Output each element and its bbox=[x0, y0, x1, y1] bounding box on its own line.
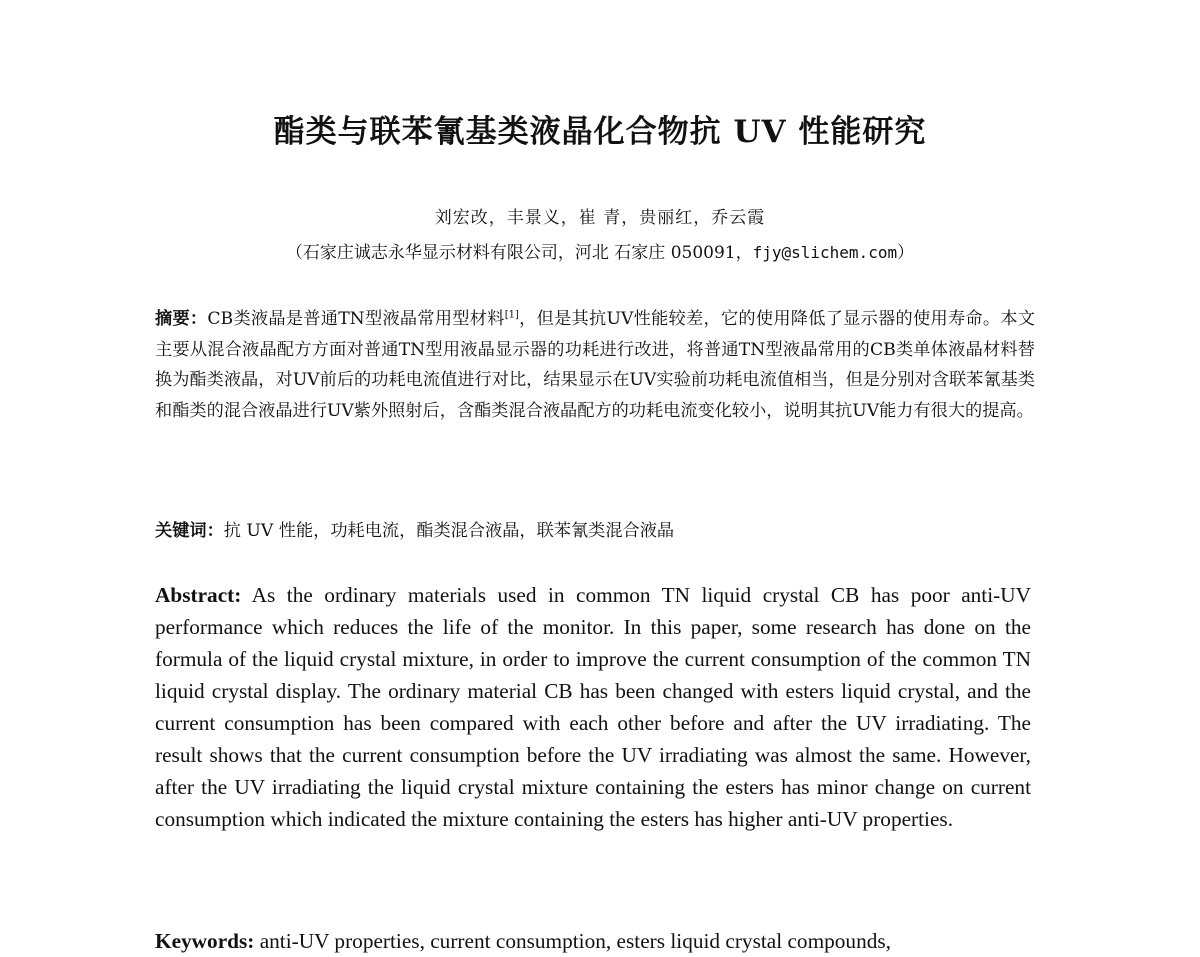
author-email: fjy@slichem.com bbox=[752, 243, 898, 262]
chinese-abstract-text-rest: ，但是其抗UV性能较差，它的使用降低了显示器的使用寿命。本文主要从混合液晶配方方面对普通TN型用液晶显示器的功耗进行改进，将普通TN型液晶常用的CB类单体液晶材料替换为酯类液晶，对UV前后的功耗电流值进行对比，结果显示在UV实验前功耗电流值相当，但是分别对含联苯氰基类和酯类的混合液晶进行UV紫外照射后，含酯类混合液晶配方的功耗电流变化较小，说明其抗UV能力有很大的提高。 bbox=[155, 309, 1035, 421]
reference-marker: [1] bbox=[504, 309, 519, 321]
english-abstract bbox=[155, 579, 1031, 835]
english-keywords-label: Keywords: bbox=[155, 929, 255, 953]
english-abstract-label: Abstract: bbox=[155, 583, 242, 607]
english-keywords bbox=[155, 925, 1031, 957]
chinese-keywords-text: 抗 UV 性能，功耗电流，酯类混合液晶，联苯氰类混合液晶 bbox=[223, 521, 675, 541]
chinese-abstract-label: 摘要： bbox=[155, 309, 208, 329]
chinese-keywords bbox=[155, 517, 1035, 545]
chinese-abstract bbox=[155, 304, 1035, 426]
english-keywords-text: anti-UV properties, current consumption, esters liquid crystal compounds, bbox=[259, 929, 891, 953]
affiliation-close: ） bbox=[897, 243, 915, 263]
paper-title: 酯类与联苯氰基类液晶化合物抗 UV 性能研究 bbox=[273, 114, 927, 150]
affiliation-text: （石家庄诚志永华显示材料有限公司，河北 石家庄 050091， bbox=[285, 243, 753, 263]
affiliation bbox=[0, 238, 1200, 263]
author-list: 刘宏改，丰景义，崔 青，贵丽红，乔云霞 bbox=[434, 208, 766, 228]
chinese-keywords-label: 关键词： bbox=[155, 521, 224, 541]
english-abstract-text: As the ordinary materials used in common TN liquid crystal CB has poor anti-UV performance which reduces the life of the monitor. In this paper, some research has done on the formula of the liquid crystal mixture, in order to improve the current consumption of the common TN liquid crystal display. The ordinary material CB has been changed with esters liquid crystal, and the current consumption has been compared with each other before and after the UV irradiating. The result shows that the current consumption before the UV irradiating was almost the same. However, after the UV irradiating the liquid crystal mixture containing the esters has minor change on current consumption which indicated the mixture containing the esters has higher anti-UV properties. bbox=[155, 583, 1031, 831]
chinese-abstract-text-start: CB类液晶是普通TN型液晶常用型材料 bbox=[207, 309, 505, 329]
